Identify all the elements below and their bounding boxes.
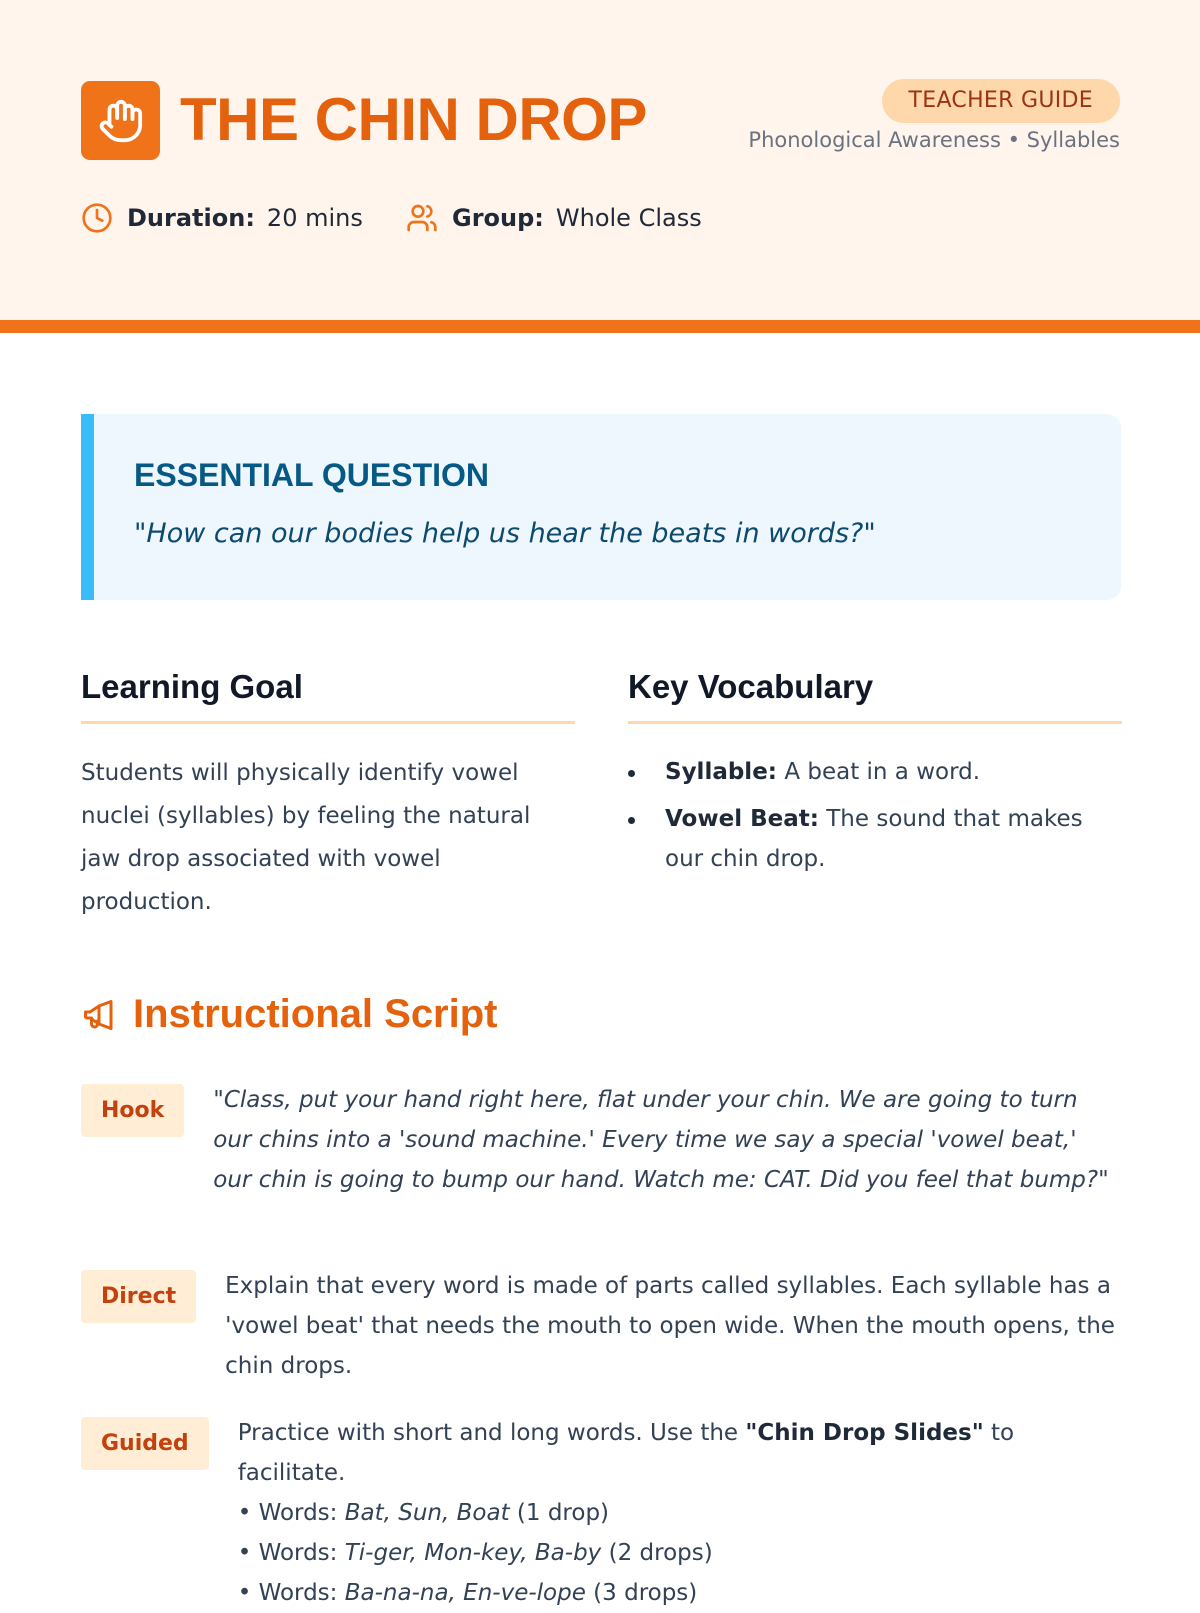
subject-tags: Phonological Awareness • Syllables: [748, 128, 1120, 152]
group-value: Whole Class: [555, 204, 702, 232]
guided-label: Guided: [81, 1417, 209, 1470]
example-item: [238, 1533, 1121, 1573]
megaphone-icon: [81, 997, 117, 1033]
essential-question-text: "How can our bodies help us hear the beats in words?": [134, 518, 876, 549]
essential-question-title: ESSENTIAL QUESTION: [134, 457, 490, 493]
instructional-script-heading: [81, 992, 498, 1037]
example-prefix: • Words:: [237, 1500, 338, 1526]
example-prefix: • Words:: [237, 1540, 338, 1566]
example-words: Bat, Sun, Boat: [344, 1500, 510, 1526]
key-vocabulary-heading: Key Vocabulary: [628, 668, 1122, 724]
script-step-guided: [81, 1415, 1121, 1613]
guided-examples: [238, 1493, 1121, 1613]
example-item: [238, 1493, 1121, 1533]
direct-text: Explain that every word is made of parts called syllables. Each syllable has a 'vowel beat' that needs the mouth to open wide. When the mouth opens, the chin drops.: [225, 1273, 1115, 1379]
learning-goal-text: Students will physically identify vowel nuclei (syllables) by feeling the natural jaw drop associated with vowel production.: [81, 760, 531, 915]
example-words: Ti-ger, Mon-key, Ba-by: [344, 1540, 602, 1566]
clock-icon: [81, 202, 113, 234]
direct-label: Direct: [81, 1270, 196, 1323]
script-step-hook: [81, 1082, 1121, 1200]
page-title: THE CHIN DROP: [180, 86, 647, 153]
guided-text-before: Practice with short and long words. Use the: [237, 1420, 739, 1446]
guided-body: [238, 1413, 1121, 1613]
vocabulary-definition: A beat in a word.: [784, 759, 981, 785]
example-count: (2 drops): [608, 1540, 713, 1566]
hand-icon: [98, 98, 144, 144]
users-icon: [406, 202, 438, 234]
vocabulary-definition: The sound that makes our chin drop.: [665, 806, 1083, 872]
duration-value: 20 mins: [266, 204, 363, 232]
teacher-guide-badge: TEACHER GUIDE: [882, 79, 1120, 123]
example-count: (1 drop): [516, 1500, 610, 1526]
essential-question-box: [81, 414, 1121, 600]
hook-label: Hook: [81, 1084, 184, 1137]
example-prefix: • Words:: [237, 1580, 338, 1606]
script-step-direct: [81, 1268, 1121, 1386]
vocabulary-item: [628, 799, 1118, 879]
chin-drop-slides-ref: "Chin Drop Slides": [745, 1420, 984, 1446]
duration-label: Duration:: [127, 204, 255, 232]
group-label: Group:: [452, 204, 544, 232]
instructional-script-title: Instructional Script: [133, 992, 498, 1036]
group-meta: [406, 202, 702, 234]
guided-text-after: to facilitate.: [237, 1420, 1015, 1486]
learning-goal-heading: Learning Goal: [81, 668, 575, 724]
example-count: (3 drops): [593, 1580, 698, 1606]
vocabulary-term: Vowel Beat:: [665, 806, 819, 832]
hook-text: "Class, put your hand right here, flat under your chin. We are going to turn our chins into a 'sound machine.' Every time we say a special 'vowel beat,' our chin is going to bump our hand. Watch me: CAT. Did you feel that bump?": [213, 1087, 1109, 1193]
vocabulary-item: [628, 752, 1118, 792]
duration-meta: [81, 202, 363, 234]
example-item: [238, 1573, 1121, 1613]
example-words: Ba-na-na, En-ve-lope: [344, 1580, 586, 1606]
logo: [81, 81, 160, 160]
guide-header: [0, 0, 1200, 333]
vocabulary-term: Syllable:: [665, 759, 777, 785]
vocabulary-list: [628, 752, 1118, 886]
